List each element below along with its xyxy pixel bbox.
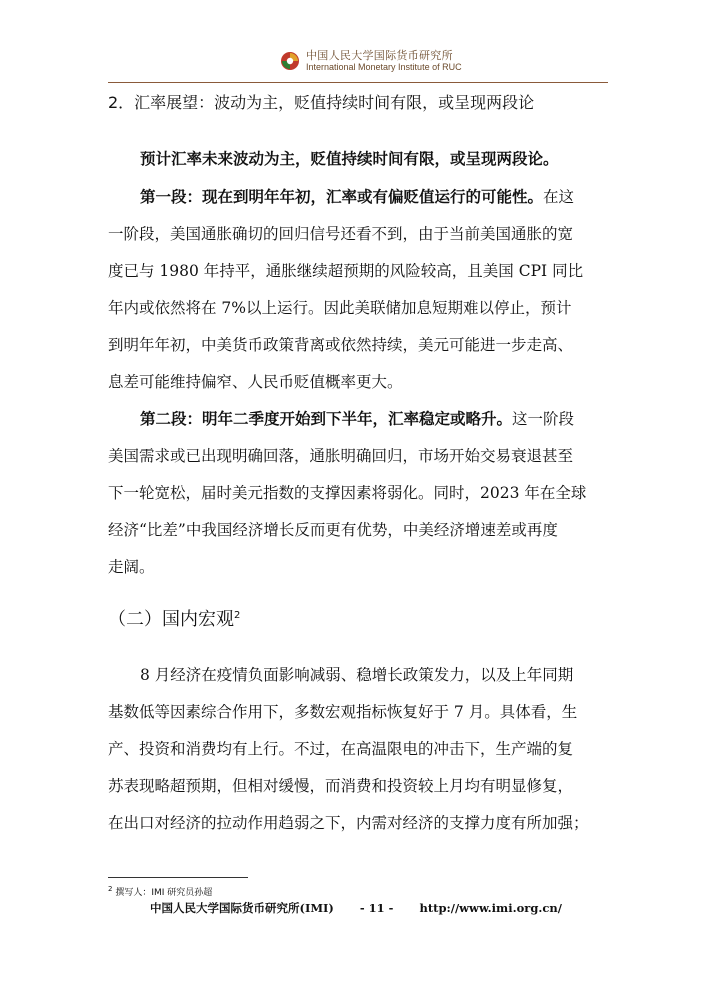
stage2-lead-rest: 这一阶段 <box>512 410 575 428</box>
stage2-lead: 第二段：明年二季度开始到下半年，汇率稳定或略升。 <box>140 410 513 428</box>
macro-heading-text: （二）国内宏观 <box>108 609 234 630</box>
footnote-ref: 2 <box>234 610 241 621</box>
stage2-first-line <box>140 409 574 429</box>
stage2-line: 经济“比差”中我国经济增长反而更有优势，中美经济增速差或再度 <box>108 521 558 539</box>
page-footer <box>150 900 570 916</box>
stage1-lead: 第一段：现在到明年年初，汇率或有偏贬值运行的可能性。 <box>140 188 544 206</box>
section-heading: 2．汇率展望：波动为主，贬值持续时间有限，或呈现两段论 <box>108 93 535 112</box>
footnote <box>108 883 212 899</box>
footer-url-link[interactable]: http://www.imi.org.cn/ <box>419 901 562 915</box>
footer-institute: 中国人民大学国际货币研究所(IMI) <box>150 901 334 915</box>
stage1-first-line <box>140 187 574 207</box>
macro-line: 产、投资和消费均有上行。不过，在高温限电的冲击下，生产端的复 <box>108 740 574 758</box>
stage1-lead-rest: 在这 <box>543 188 575 206</box>
stage1-line: 一阶段，美国通胀确切的回归信号还看不到，由于当前美国通胀的宽 <box>108 225 574 243</box>
macro-heading <box>108 608 240 632</box>
imi-logo-icon <box>280 51 300 71</box>
stage1-line: 度已与 1980 年持平，通胀继续超预期的风险较高，且美国 CPI 同比 <box>108 262 584 280</box>
stage1-line: 到明年年初，中美货币政策背离或依然持续，美元可能进一步走高、 <box>108 336 574 354</box>
macro-line: 基数低等因素综合作用下，多数宏观指标恢复好于 7 月。具体看，生 <box>108 703 578 721</box>
stage2-line: 走阔。 <box>108 558 155 576</box>
stage2-line: 下一轮宽松，届时美元指数的支撑因素将弱化。同时，2023 年在全球 <box>108 484 587 502</box>
footnote-divider <box>108 877 248 878</box>
page-header <box>108 40 608 80</box>
macro-line: 在出口对经济的拉动作用趋弱之下，内需对经济的支撑力度有所加强； <box>108 814 589 832</box>
macro-line: 苏表现略超预期，但相对缓慢，而消费和投资较上月均有明显修复， <box>108 777 574 795</box>
header-institute-cn: 中国人民大学国际货币研究所 <box>306 49 453 62</box>
footnote-mark: 2 <box>108 885 113 893</box>
stage2-line: 美国需求或已出现明确回落，通胀明确回归，市场开始交易衰退甚至 <box>108 447 574 465</box>
page-number: - 11 - <box>359 901 394 915</box>
header-divider <box>108 82 608 83</box>
macro-line: 8 月经济在疫情负面影响减弱、稳增长政策发力，以及上年同期 <box>140 666 574 684</box>
stage1-line: 年内或依然将在 7%以上运行。因此美联储加息短期难以停止，预计 <box>108 299 572 317</box>
stage1-line: 息差可能维持偏窄、人民币贬值概率更大。 <box>108 373 403 391</box>
footnote-text: 撰写人：IMI 研究员孙超 <box>115 888 213 898</box>
header-institute-en: International Monetary Institute of RUC <box>306 62 462 72</box>
header-text <box>306 49 462 73</box>
summary-line: 预计汇率未来波动为主，贬值持续时间有限，或呈现两段论。 <box>140 150 559 168</box>
